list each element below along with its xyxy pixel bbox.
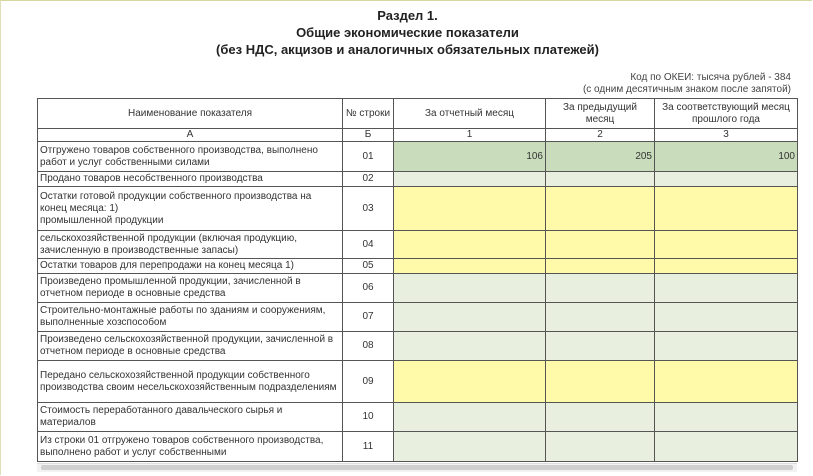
row-code: 11 <box>343 432 394 462</box>
table-row <box>38 432 798 462</box>
row-name: Строительно-монтажные работы по зданиям и сооружениям, выполненные хозспособом <box>38 303 343 332</box>
value-cell-last-year[interactable]: 100 <box>655 142 798 172</box>
table-row <box>38 274 798 303</box>
col-header-name: Наименование показателя <box>38 99 343 129</box>
value-cell-last-year[interactable] <box>655 361 798 403</box>
table-row <box>38 303 798 332</box>
value-cell-last-year[interactable] <box>655 187 798 231</box>
col-letter: А <box>38 129 343 142</box>
section-title: Раздел 1. <box>377 8 438 23</box>
value-cell-previous[interactable] <box>546 231 655 259</box>
row-name: Произведено промышленной продукции, зачисленной в отчетном периоде в основные средства <box>38 274 343 303</box>
horizontal-scrollbar[interactable] <box>37 463 797 472</box>
row-code: 05 <box>343 259 394 274</box>
row-code: 01 <box>343 142 394 172</box>
row-code: 09 <box>343 361 394 403</box>
value-cell-current[interactable] <box>394 172 546 187</box>
value-cell-last-year[interactable] <box>655 231 798 259</box>
row-code: 08 <box>343 332 394 361</box>
value-cell-previous[interactable]: 205 <box>546 142 655 172</box>
okei-note <box>583 72 791 96</box>
value-cell-current[interactable] <box>394 361 546 403</box>
value-cell-previous[interactable] <box>546 361 655 403</box>
table-row <box>38 187 798 231</box>
column-letters-row <box>38 129 798 142</box>
row-name: сельскохозяйственной продукции (включая продукцию, зачисленную в производственные запасы) <box>38 231 343 259</box>
table-row <box>38 403 798 432</box>
row-name: Остатки готовой продукции собственного производства на конец месяца: 1) промышленной продукции <box>38 187 343 231</box>
table-row <box>38 142 798 172</box>
value-cell-previous[interactable] <box>546 172 655 187</box>
indicators-table <box>37 98 798 462</box>
row-code: 03 <box>343 187 394 231</box>
col-header-current: За отчетный месяц <box>394 99 546 129</box>
row-name: Передано сельскохозяйственной продукции собственного производства своим несельскохозяйственным подразделениям <box>38 361 343 403</box>
row-code: 04 <box>343 231 394 259</box>
row-name: Из строки 01 отгружено товаров собственного производства, выполнено работ и услуг собственными <box>38 432 343 462</box>
value-cell-current[interactable] <box>394 231 546 259</box>
col-letter: 3 <box>655 129 798 142</box>
value-cell-last-year[interactable] <box>655 403 798 432</box>
table-row <box>38 231 798 259</box>
value-cell-previous[interactable] <box>546 259 655 274</box>
table-body <box>38 142 798 462</box>
table-row <box>38 259 798 274</box>
section-note: (без НДС, акцизов и аналогичных обязательных платежей) <box>216 42 599 57</box>
value-cell-current[interactable] <box>394 403 546 432</box>
value-cell-previous[interactable] <box>546 403 655 432</box>
value-cell-previous[interactable] <box>546 274 655 303</box>
col-letter: 2 <box>546 129 655 142</box>
value-cell-current[interactable] <box>394 432 546 462</box>
row-name: Отгружено товаров собственного производства, выполнено работ и услуг собственными силами <box>38 142 343 172</box>
row-code: 02 <box>343 172 394 187</box>
col-letter: 1 <box>394 129 546 142</box>
table-header-row <box>38 99 798 129</box>
col-header-last-year: За соответствующий месяц прошлого года <box>655 99 798 129</box>
col-header-previous: За предыдущий месяц <box>546 99 655 129</box>
value-cell-current[interactable]: 106 <box>394 142 546 172</box>
value-cell-last-year[interactable] <box>655 303 798 332</box>
section-subtitle: Общие экономические показатели <box>296 25 519 40</box>
okei-precision: (с одним десятичным знаком после запятой) <box>582 84 791 95</box>
value-cell-current[interactable] <box>394 259 546 274</box>
value-cell-last-year[interactable] <box>655 432 798 462</box>
value-cell-previous[interactable] <box>546 187 655 231</box>
table-row <box>38 172 798 187</box>
table-row <box>38 332 798 361</box>
value-cell-previous[interactable] <box>546 303 655 332</box>
row-name: Произведено сельскохозяйственной продукции, зачисленной в отчетном периоде в основные средства <box>38 332 343 361</box>
row-name: Продано товаров несобственного производства <box>38 172 343 187</box>
row-code: 06 <box>343 274 394 303</box>
row-code: 10 <box>343 403 394 432</box>
table-row <box>38 361 798 403</box>
value-cell-current[interactable] <box>394 187 546 231</box>
col-header-code: № строки <box>343 99 394 129</box>
section-header <box>1 7 812 58</box>
col-letter: Б <box>343 129 394 142</box>
value-cell-last-year[interactable] <box>655 332 798 361</box>
value-cell-current[interactable] <box>394 332 546 361</box>
value-cell-last-year[interactable] <box>655 172 798 187</box>
row-name: Остатки товаров для перепродажи на конец месяца 1) <box>38 259 343 274</box>
okei-code: Код по ОКЕИ: тысяча рублей - 384 <box>630 72 791 83</box>
row-code: 07 <box>343 303 394 332</box>
value-cell-previous[interactable] <box>546 432 655 462</box>
value-cell-previous[interactable] <box>546 332 655 361</box>
value-cell-current[interactable] <box>394 274 546 303</box>
value-cell-last-year[interactable] <box>655 274 798 303</box>
scroll-thumb[interactable] <box>41 465 793 470</box>
value-cell-current[interactable] <box>394 303 546 332</box>
value-cell-last-year[interactable] <box>655 259 798 274</box>
row-name: Стоимость переработанного давальческого сырья и материалов <box>38 403 343 432</box>
